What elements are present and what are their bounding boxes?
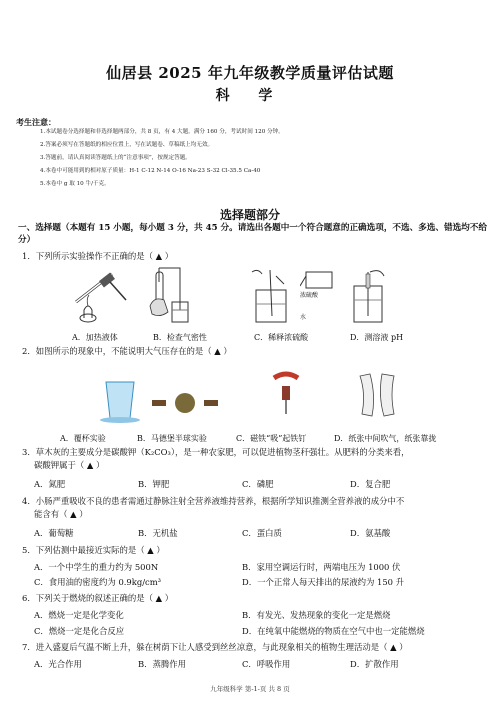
q2-caption-b: B．马德堡半球实验 — [137, 434, 207, 443]
part-instructions: 一、选择题（本题有 15 小题，每小题 3 分，共 45 分。请选出各题中一个符合题意的正确选项，不选、多选、错选均不给分） — [18, 223, 487, 245]
subject-title: 科 学 — [215, 88, 285, 104]
ph-test-figure — [346, 266, 392, 328]
q5-option-c: C．食用油的密度约为 0.9kg/cm³ — [34, 577, 162, 587]
q3-option-b: B．钾肥 — [138, 479, 170, 489]
question-4-line1: 4．小肠严重吸收不良的患者需通过静脉注射全营养液维持营养，根据所学知识推测全营养液的成分中不 — [22, 496, 405, 506]
q5-option-b: B．家用空调运行时，两端电压为 1000 伏 — [242, 562, 401, 572]
q1-caption-c: C．稀释浓硫酸 — [254, 333, 309, 342]
question-3-line1: 3．草木灰的主要成分是碳酸钾（K₂CO₃），是一种农家肥，可以促进植物茎秆强壮。从肥料的分类来看， — [22, 447, 410, 457]
notice-heading: 考生注意： — [16, 117, 56, 127]
q4-option-a: A．葡萄糖 — [34, 528, 74, 538]
acid-label: 浓硫酸 — [300, 292, 319, 299]
q7-option-c: C．呼吸作用 — [242, 659, 291, 669]
notice-item: 2.答案必须写在答题纸的相应位置上，写在试题卷、草稿纸上均无效。 — [40, 142, 214, 148]
notice-item: 3.答题前，请认真阅读答题纸上的“注意事项”，按规定答题。 — [40, 155, 191, 161]
question-3-line2: 碳酸钾属于（ ▲ ） — [34, 460, 105, 470]
q7-option-d: D．扩散作用 — [350, 659, 399, 669]
q6-option-b: B．有发光、发热现象的变化一定是燃烧 — [242, 610, 391, 620]
paper-blow-figure — [356, 370, 402, 420]
q1-caption-d: D．测溶液 pH — [350, 333, 404, 342]
q6-option-d: D．在纯氧中能燃烧的物质在空气中也一定能燃烧 — [242, 626, 425, 636]
q3-option-c: C．磷肥 — [242, 479, 274, 489]
notice-item: 1.本试题卷分选择题和非选择题两部分，共 8 页，有 4 大题。满分 160 分，考试时间 120 分钟。 — [40, 129, 284, 135]
question-2-stem: 2．如图所示的现象中，不能说明大气压存在的是（ ▲ ） — [22, 346, 232, 356]
q2-caption-c: C．磁铁“吸”起铁钉 — [236, 434, 307, 443]
question-5-stem: 5．下列估测中最接近实际的是（ ▲ ） — [22, 545, 165, 555]
q5-option-d: D．一个正常人每天排出的尿液约为 150 升 — [242, 577, 405, 587]
q4-option-c: C．蛋白质 — [242, 528, 282, 538]
q4-option-b: B．无机盐 — [138, 528, 178, 538]
section-title: 选择题部分 — [219, 208, 280, 222]
magdeburg-figure — [150, 390, 220, 416]
q6-option-c: C．燃烧一定是化合反应 — [34, 626, 125, 636]
q5-option-a: A．一个中学生的重力约为 500N — [34, 562, 159, 572]
q1-caption-b: B．检查气密性 — [153, 333, 207, 342]
airtightness-figure — [146, 266, 192, 328]
page-title: 仙居县 2025 年九年级教学质量评估试题 — [106, 64, 394, 82]
water-label: 水 — [300, 314, 307, 321]
question-7-stem: 7．进入盛夏后气温不断上升，躲在树荫下让人感受到丝丝凉意，与此现象相关的植物生理活动是（ ▲ ） — [22, 642, 408, 652]
question-1-stem: 1．下列所示实验操作不正确的是（ ▲ ） — [22, 251, 174, 261]
notice-item: 5.本卷中 g 取 10 牛/千克。 — [40, 181, 110, 187]
q2-caption-a: A．覆杯实验 — [60, 434, 106, 443]
page-footer: 九年级科学 第-1-页 共 8 页 — [210, 685, 290, 693]
dilute-acid-figure — [246, 266, 298, 328]
q3-option-d: D．复合肥 — [350, 479, 391, 489]
question-4-line2: 能含有（ ▲ ） — [34, 509, 88, 519]
q2-caption-d: D．纸张中间吹气，纸张靠拢 — [334, 434, 437, 443]
cup-experiment-figure — [92, 378, 148, 424]
heating-liquid-figure — [62, 266, 134, 328]
q7-option-a: A．光合作用 — [34, 659, 82, 669]
q7-option-b: B．蒸腾作用 — [138, 659, 187, 669]
q4-option-d: D．氨基酸 — [350, 528, 391, 538]
question-6-stem: 6．下列关于燃烧的叙述正确的是（ ▲ ） — [22, 593, 174, 603]
acid-bottle-figure — [300, 266, 340, 306]
q6-option-a: A．燃烧一定是化学变化 — [34, 610, 124, 620]
q3-option-a: A．氮肥 — [34, 479, 66, 489]
notice-item: 4.本卷中可能用到的相对原子质量：H-1 C-12 N-14 O-16 Na-23 S-32 Cl-35.5 Ca-40 — [40, 168, 261, 174]
magnet-figure — [266, 370, 308, 418]
q1-caption-a: A．加热液体 — [72, 333, 118, 342]
